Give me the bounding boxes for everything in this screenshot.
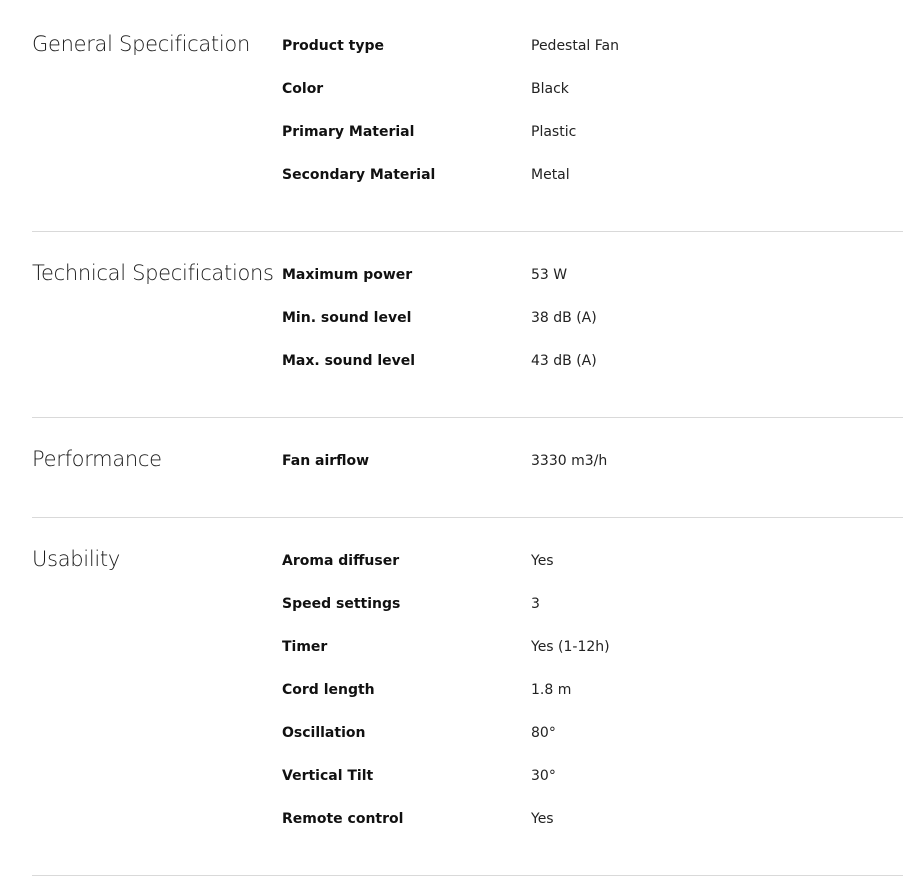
spec-row xyxy=(282,265,882,285)
section-title: Technical Specifications xyxy=(32,261,274,285)
spec-label: Oscillation xyxy=(282,725,366,741)
spec-label: Color xyxy=(282,81,324,97)
section-title: General Specification xyxy=(32,32,250,56)
spec-value: Plastic xyxy=(531,124,577,140)
spec-row xyxy=(282,680,882,700)
spec-row xyxy=(282,79,882,99)
spec-value: Yes (1-12h) xyxy=(531,639,610,655)
spec-value: Pedestal Fan xyxy=(531,38,619,54)
section-title: Usability xyxy=(32,547,120,571)
spec-label: Min. sound level xyxy=(282,310,412,326)
spec-label: Cord length xyxy=(282,682,375,698)
spec-label: Secondary Material xyxy=(282,167,436,183)
spec-label: Fan airflow xyxy=(282,453,370,469)
spec-value: Yes xyxy=(531,811,554,827)
spec-label: Speed settings xyxy=(282,596,401,612)
spec-row xyxy=(282,351,882,371)
spec-row xyxy=(282,308,882,328)
spec-label: Primary Material xyxy=(282,124,415,140)
section-divider xyxy=(32,517,903,518)
spec-value: 1.8 m xyxy=(531,682,572,698)
section-title: Performance xyxy=(32,447,162,471)
spec-label: Max. sound level xyxy=(282,353,416,369)
spec-row xyxy=(282,594,882,614)
spec-row xyxy=(282,637,882,657)
spec-row xyxy=(282,122,882,142)
spec-label: Vertical Tilt xyxy=(282,768,374,784)
spec-value: Black xyxy=(531,81,569,97)
section-divider xyxy=(32,231,903,232)
spec-row xyxy=(282,36,882,56)
spec-value: 3 xyxy=(531,596,540,612)
spec-row xyxy=(282,451,882,471)
spec-value: 43 dB (A) xyxy=(531,353,597,369)
spec-row xyxy=(282,723,882,743)
spec-label: Remote control xyxy=(282,811,404,827)
spec-value: 80° xyxy=(531,725,556,741)
spec-label: Product type xyxy=(282,38,384,54)
section-divider xyxy=(32,875,903,876)
spec-value: Yes xyxy=(531,553,554,569)
spec-value: Metal xyxy=(531,167,570,183)
spec-label: Maximum power xyxy=(282,267,413,283)
spec-row xyxy=(282,809,882,829)
spec-value: 38 dB (A) xyxy=(531,310,597,326)
section-divider xyxy=(32,417,903,418)
spec-row xyxy=(282,165,882,185)
spec-label: Aroma diffuser xyxy=(282,553,400,569)
spec-value: 3330 m3/h xyxy=(531,453,608,469)
spec-label: Timer xyxy=(282,639,328,655)
spec-row xyxy=(282,766,882,786)
spec-value: 30° xyxy=(531,768,556,784)
spec-value: 53 W xyxy=(531,267,568,283)
spec-row xyxy=(282,551,882,571)
